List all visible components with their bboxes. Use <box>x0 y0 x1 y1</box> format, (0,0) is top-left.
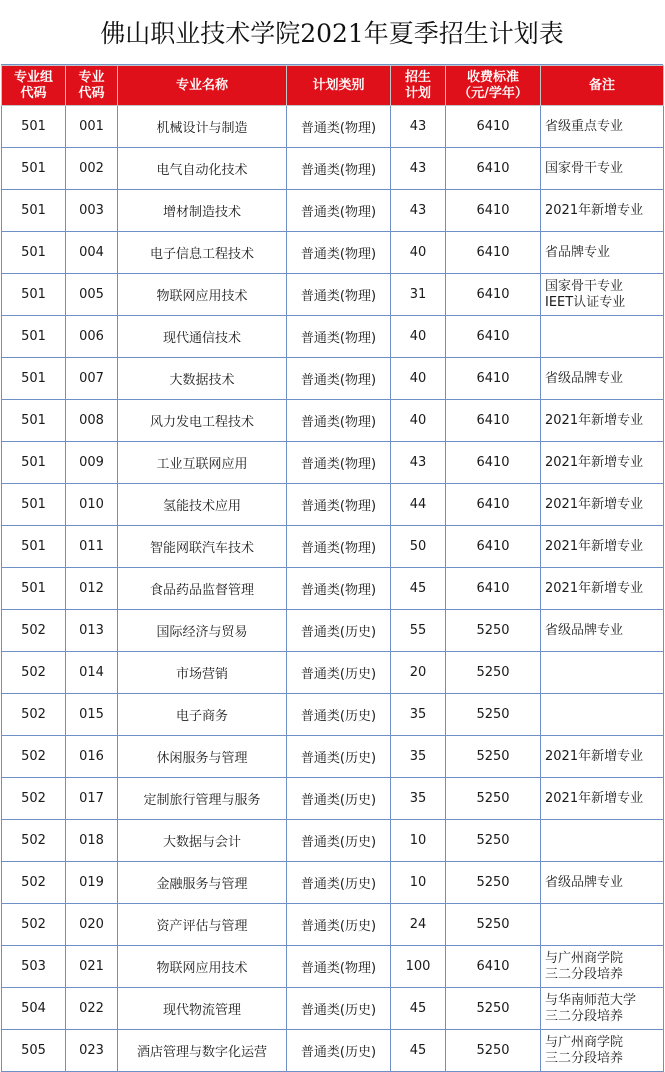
major-name-cell: 氢能技术应用 <box>118 484 287 526</box>
plan-count-cell: 40 <box>391 316 446 358</box>
plan-type-cell: 普通类(历史) <box>287 862 391 904</box>
page-title: 佛山职业技术学院2021年夏季招生计划表 <box>1 0 663 65</box>
fee-cell: 6410 <box>446 568 541 610</box>
note-cell <box>541 904 664 946</box>
table-row <box>2 106 664 148</box>
major-code-cell: 001 <box>66 106 118 148</box>
table-row <box>2 946 664 988</box>
fee-cell: 6410 <box>446 358 541 400</box>
fee-cell: 6410 <box>446 442 541 484</box>
plan-type-cell: 普通类(物理) <box>287 484 391 526</box>
note-line: IEET认证专业 <box>545 294 626 310</box>
group-code-cell: 502 <box>2 610 66 652</box>
group-code-cell: 501 <box>2 568 66 610</box>
note-line: 2021年新增专业 <box>545 580 644 596</box>
note-cell <box>541 148 664 190</box>
plan-sheet <box>1 0 663 1071</box>
table-row <box>2 736 664 778</box>
major-code-cell: 003 <box>66 190 118 232</box>
major-code-cell: 013 <box>66 610 118 652</box>
plan-type-cell: 普通类(物理) <box>287 568 391 610</box>
plan-count-cell: 35 <box>391 694 446 736</box>
group-code-cell: 502 <box>2 820 66 862</box>
major-name-cell: 食品药品监督管理 <box>118 568 287 610</box>
plan-type-cell: 普通类(历史) <box>287 820 391 862</box>
table-row <box>2 820 664 862</box>
group-code-cell: 501 <box>2 148 66 190</box>
table-row <box>2 988 664 1030</box>
note-cell <box>541 316 664 358</box>
group-code-cell: 503 <box>2 946 66 988</box>
plan-type-cell: 普通类(物理) <box>287 442 391 484</box>
fee-cell: 6410 <box>446 190 541 232</box>
header-label: 代码 <box>20 85 47 101</box>
plan-type-cell: 普通类(历史) <box>287 736 391 778</box>
header-note <box>541 66 664 106</box>
major-code-cell: 005 <box>66 274 118 316</box>
note-line: 省级重点专业 <box>545 118 624 134</box>
fee-cell: 6410 <box>446 526 541 568</box>
plan-count-cell: 43 <box>391 442 446 484</box>
plan-type-cell: 普通类(历史) <box>287 652 391 694</box>
plan-count-cell: 31 <box>391 274 446 316</box>
fee-cell: 6410 <box>446 106 541 148</box>
group-code-cell: 505 <box>2 1030 66 1072</box>
plan-type-cell: 普通类(物理) <box>287 148 391 190</box>
plan-type-cell: 普通类(物理) <box>287 106 391 148</box>
group-code-cell: 502 <box>2 652 66 694</box>
major-name-cell: 现代通信技术 <box>118 316 287 358</box>
header-label: 备注 <box>588 77 615 93</box>
note-line: 国家骨干专业 <box>545 278 624 294</box>
plan-count-cell: 43 <box>391 148 446 190</box>
table-row <box>2 316 664 358</box>
note-cell <box>541 778 664 820</box>
major-name-cell: 酒店管理与数字化运营 <box>118 1030 287 1072</box>
note-line: 2021年新增专业 <box>545 748 644 764</box>
note-cell <box>541 988 664 1030</box>
note-cell <box>541 190 664 232</box>
major-code-cell: 018 <box>66 820 118 862</box>
table-header-row <box>2 66 664 106</box>
group-code-cell: 502 <box>2 778 66 820</box>
note-cell <box>541 526 664 568</box>
fee-cell: 5250 <box>446 1030 541 1072</box>
major-name-cell: 大数据与会计 <box>118 820 287 862</box>
note-cell <box>541 610 664 652</box>
major-code-cell: 012 <box>66 568 118 610</box>
major-code-cell: 021 <box>66 946 118 988</box>
major-code-cell: 017 <box>66 778 118 820</box>
table-row <box>2 610 664 652</box>
major-code-cell: 004 <box>66 232 118 274</box>
major-code-cell: 022 <box>66 988 118 1030</box>
table-row <box>2 526 664 568</box>
major-code-cell: 019 <box>66 862 118 904</box>
note-line: 省级品牌专业 <box>545 874 624 890</box>
plan-type-cell: 普通类(历史) <box>287 904 391 946</box>
major-name-cell: 电气自动化技术 <box>118 148 287 190</box>
plan-count-cell: 10 <box>391 820 446 862</box>
plan-count-cell: 24 <box>391 904 446 946</box>
major-code-cell: 002 <box>66 148 118 190</box>
table-row <box>2 778 664 820</box>
fee-cell: 5250 <box>446 904 541 946</box>
major-name-cell: 定制旅行管理与服务 <box>118 778 287 820</box>
plan-count-cell: 35 <box>391 736 446 778</box>
group-code-cell: 501 <box>2 316 66 358</box>
plan-type-cell: 普通类(物理) <box>287 232 391 274</box>
major-name-cell: 物联网应用技术 <box>118 946 287 988</box>
header-label: 收费标准 <box>466 69 519 85</box>
group-code-cell: 502 <box>2 904 66 946</box>
major-name-cell: 物联网应用技术 <box>118 274 287 316</box>
table-row <box>2 232 664 274</box>
note-line: 与广州商学院 <box>545 950 624 966</box>
note-cell <box>541 568 664 610</box>
plan-count-cell: 44 <box>391 484 446 526</box>
plan-count-cell: 45 <box>391 988 446 1030</box>
fee-cell: 6410 <box>446 400 541 442</box>
group-code-cell: 502 <box>2 736 66 778</box>
note-cell <box>541 1030 664 1072</box>
major-code-cell: 014 <box>66 652 118 694</box>
major-name-cell: 金融服务与管理 <box>118 862 287 904</box>
table-row <box>2 1030 664 1072</box>
major-name-cell: 国际经济与贸易 <box>118 610 287 652</box>
group-code-cell: 501 <box>2 190 66 232</box>
major-code-cell: 008 <box>66 400 118 442</box>
enrollment-plan-table <box>1 65 664 1072</box>
fee-cell: 5250 <box>446 652 541 694</box>
fee-cell: 6410 <box>446 316 541 358</box>
table-row <box>2 694 664 736</box>
table-row <box>2 358 664 400</box>
note-cell <box>541 106 664 148</box>
header-major-name <box>118 66 287 106</box>
group-code-cell: 502 <box>2 862 66 904</box>
note-cell <box>541 736 664 778</box>
plan-type-cell: 普通类(物理) <box>287 274 391 316</box>
major-name-cell: 大数据技术 <box>118 358 287 400</box>
plan-type-cell: 普通类(物理) <box>287 358 391 400</box>
plan-type-cell: 普通类(物理) <box>287 316 391 358</box>
note-line: 省级品牌专业 <box>545 370 624 386</box>
group-code-cell: 501 <box>2 400 66 442</box>
note-line: 2021年新增专业 <box>545 496 644 512</box>
fee-cell: 6410 <box>446 274 541 316</box>
note-line: 与广州商学院 <box>545 1034 624 1050</box>
note-cell <box>541 484 664 526</box>
plan-type-cell: 普通类(历史) <box>287 610 391 652</box>
header-fee <box>446 66 541 106</box>
header-label: 招生 <box>404 69 431 85</box>
table-row <box>2 148 664 190</box>
major-code-cell: 006 <box>66 316 118 358</box>
group-code-cell: 501 <box>2 232 66 274</box>
plan-type-cell: 普通类(物理) <box>287 190 391 232</box>
note-cell <box>541 274 664 316</box>
fee-cell: 6410 <box>446 484 541 526</box>
note-line: 三二分段培养 <box>545 1050 624 1066</box>
note-line: 2021年新增专业 <box>545 454 644 470</box>
fee-cell: 5250 <box>446 988 541 1030</box>
header-plan-count <box>391 66 446 106</box>
note-cell <box>541 694 664 736</box>
major-code-cell: 007 <box>66 358 118 400</box>
group-code-cell: 502 <box>2 694 66 736</box>
header-label: （元/学年） <box>458 85 528 101</box>
plan-count-cell: 40 <box>391 400 446 442</box>
plan-count-cell: 45 <box>391 1030 446 1072</box>
major-name-cell: 增材制造技术 <box>118 190 287 232</box>
group-code-cell: 501 <box>2 358 66 400</box>
plan-count-cell: 35 <box>391 778 446 820</box>
major-name-cell: 电子信息工程技术 <box>118 232 287 274</box>
plan-type-cell: 普通类(历史) <box>287 1030 391 1072</box>
note-line: 国家骨干专业 <box>545 160 624 176</box>
note-cell <box>541 946 664 988</box>
major-code-cell: 009 <box>66 442 118 484</box>
plan-count-cell: 100 <box>391 946 446 988</box>
plan-type-cell: 普通类(历史) <box>287 694 391 736</box>
table-row <box>2 484 664 526</box>
note-line: 2021年新增专业 <box>545 790 644 806</box>
fee-cell: 6410 <box>446 946 541 988</box>
note-line: 三二分段培养 <box>545 1008 624 1024</box>
major-code-cell: 015 <box>66 694 118 736</box>
fee-cell: 6410 <box>446 148 541 190</box>
note-cell <box>541 862 664 904</box>
fee-cell: 6410 <box>446 232 541 274</box>
header-group-code <box>2 66 66 106</box>
major-code-cell: 016 <box>66 736 118 778</box>
major-code-cell: 011 <box>66 526 118 568</box>
note-cell <box>541 652 664 694</box>
header-label: 专业名称 <box>175 77 228 93</box>
major-name-cell: 风力发电工程技术 <box>118 400 287 442</box>
table-row <box>2 904 664 946</box>
plan-type-cell: 普通类(物理) <box>287 400 391 442</box>
header-label: 计划 <box>404 85 431 101</box>
plan-count-cell: 50 <box>391 526 446 568</box>
major-code-cell: 020 <box>66 904 118 946</box>
plan-count-cell: 43 <box>391 190 446 232</box>
note-cell <box>541 820 664 862</box>
header-label: 专业组 <box>13 69 53 85</box>
plan-count-cell: 55 <box>391 610 446 652</box>
note-cell <box>541 358 664 400</box>
group-code-cell: 501 <box>2 484 66 526</box>
note-line: 省级品牌专业 <box>545 622 624 638</box>
header-label: 计划类别 <box>312 77 365 93</box>
header-major-code <box>66 66 118 106</box>
table-row <box>2 274 664 316</box>
major-name-cell: 智能网联汽车技术 <box>118 526 287 568</box>
fee-cell: 5250 <box>446 736 541 778</box>
fee-cell: 5250 <box>446 694 541 736</box>
major-name-cell: 电子商务 <box>118 694 287 736</box>
plan-type-cell: 普通类(物理) <box>287 946 391 988</box>
note-line: 省品牌专业 <box>545 244 611 260</box>
major-name-cell: 市场营销 <box>118 652 287 694</box>
plan-count-cell: 45 <box>391 568 446 610</box>
header-label: 专业 <box>78 69 105 85</box>
fee-cell: 5250 <box>446 778 541 820</box>
plan-count-cell: 10 <box>391 862 446 904</box>
major-name-cell: 现代物流管理 <box>118 988 287 1030</box>
plan-count-cell: 20 <box>391 652 446 694</box>
table-row <box>2 652 664 694</box>
note-line: 2021年新增专业 <box>545 412 644 428</box>
major-name-cell: 工业互联网应用 <box>118 442 287 484</box>
note-line: 与华南师范大学 <box>545 992 637 1008</box>
group-code-cell: 501 <box>2 526 66 568</box>
fee-cell: 5250 <box>446 820 541 862</box>
major-code-cell: 023 <box>66 1030 118 1072</box>
fee-cell: 5250 <box>446 862 541 904</box>
major-code-cell: 010 <box>66 484 118 526</box>
group-code-cell: 501 <box>2 442 66 484</box>
group-code-cell: 504 <box>2 988 66 1030</box>
table-row <box>2 442 664 484</box>
note-cell <box>541 442 664 484</box>
table-row <box>2 862 664 904</box>
major-name-cell: 机械设计与制造 <box>118 106 287 148</box>
plan-count-cell: 43 <box>391 106 446 148</box>
plan-count-cell: 40 <box>391 358 446 400</box>
note-line: 三二分段培养 <box>545 966 624 982</box>
note-line: 2021年新增专业 <box>545 202 644 218</box>
fee-cell: 5250 <box>446 610 541 652</box>
header-plan-type <box>287 66 391 106</box>
table-row <box>2 568 664 610</box>
plan-type-cell: 普通类(历史) <box>287 988 391 1030</box>
major-name-cell: 休闲服务与管理 <box>118 736 287 778</box>
major-name-cell: 资产评估与管理 <box>118 904 287 946</box>
table-row <box>2 190 664 232</box>
table-body <box>2 106 664 1072</box>
plan-type-cell: 普通类(物理) <box>287 526 391 568</box>
plan-count-cell: 40 <box>391 232 446 274</box>
note-line: 2021年新增专业 <box>545 538 644 554</box>
group-code-cell: 501 <box>2 274 66 316</box>
note-cell <box>541 400 664 442</box>
group-code-cell: 501 <box>2 106 66 148</box>
header-label: 代码 <box>78 85 105 101</box>
plan-type-cell: 普通类(历史) <box>287 778 391 820</box>
table-row <box>2 400 664 442</box>
note-cell <box>541 232 664 274</box>
